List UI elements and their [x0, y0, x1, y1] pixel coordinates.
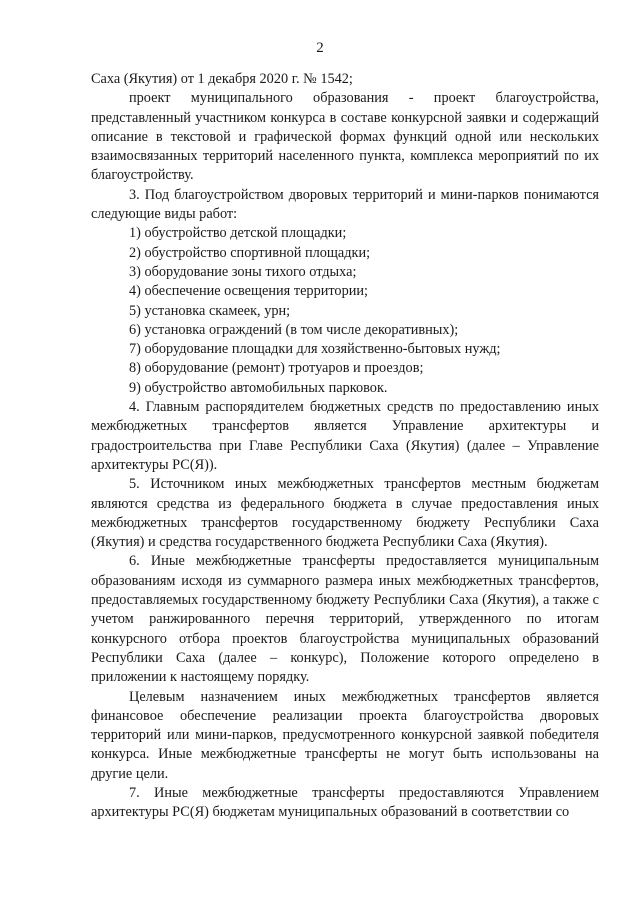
list-item: 8) оборудование (ремонт) тротуаров и проездов;: [129, 360, 424, 377]
paragraph-clause-6: 6. Иные межбюджетные трансферты предоставляется муниципальным образованиям исходя из суммарного размера иных межбюджетных трансфертов, предоставляемых государственному бюджету Республики Саха (Якутия), а также с учетом ранжированного перечня территорий, утвержденного по итогам конкурсного отбора проектов благоустройства муниципальных образований Республики Саха (далее – конкурс), Положение которого определено в приложении к настоящему порядку.: [91, 553, 599, 686]
paragraph-clause-5: 5. Источником иных межбюджетных трансфертов местным бюджетам являются средства из федерального бюджета в случае предоставления иных межбюджетных трансфертов государственному бюджету Республики Саха (Якутия) и средства государственного бюджета Республики Саха (Якутия).: [91, 476, 599, 551]
document-body: [91, 70, 599, 823]
list-item: 6) установка ограждений (в том числе декоративных);: [129, 321, 459, 338]
paragraph-purpose: Целевым назначением иных межбюджетных трансфертов является финансовое обеспечение реализации проекта благоустройства дворовых территорий или мини-парков, предусмотренного конкурсной заявкой победителя конкурса. Иные межбюджетные трансферты не могут быть использованы на другие цели.: [91, 688, 599, 782]
paragraph-clause-4: 4. Главным распорядителем бюджетных средств по предоставлению иных межбюджетных трансфертов является Управление архитектуры и градостроительства при Главе Республики Саха (Якутия) (далее – Управление архитектуры РС(Я)).: [91, 399, 599, 473]
list-item: 4) обеспечение освещения территории;: [129, 283, 369, 300]
paragraph-clause-3: 3. Под благоустройством дворовых территорий и мини-парков понимаются следующие виды работ:: [91, 186, 599, 223]
list-item: 1) обустройство детской площадки;: [129, 225, 347, 242]
paragraph-clause-7: 7. Иные межбюджетные трансферты предоставляются Управлением архитектуры РС(Я) бюджетам муниципальных образований в соответствии со: [91, 784, 599, 821]
paragraph-project-definition: проект муниципального образования - проект благоустройства, представленный участником конкурса в составе конкурсной заявки и содержащий описание в текстовой и графической формах функций одной или нескольких взаимосвязанных территорий населенного пункта, комплекса мероприятий по их благоустройству.: [91, 90, 599, 184]
list-item: 2) обустройство спортивной площадки;: [129, 244, 371, 261]
list-item: 5) установка скамеек, урн;: [129, 302, 291, 319]
page-number: 2: [316, 40, 324, 56]
list-item: 3) оборудование зоны тихого отдыха;: [129, 263, 357, 280]
list-item: 9) обустройство автомобильных парковок.: [129, 379, 388, 396]
paragraph-continuation: Саха (Якутия) от 1 декабря 2020 г. № 1542;: [91, 71, 353, 87]
list-item: 7) оборудование площадки для хозяйственно-бытовых нужд;: [129, 341, 501, 358]
